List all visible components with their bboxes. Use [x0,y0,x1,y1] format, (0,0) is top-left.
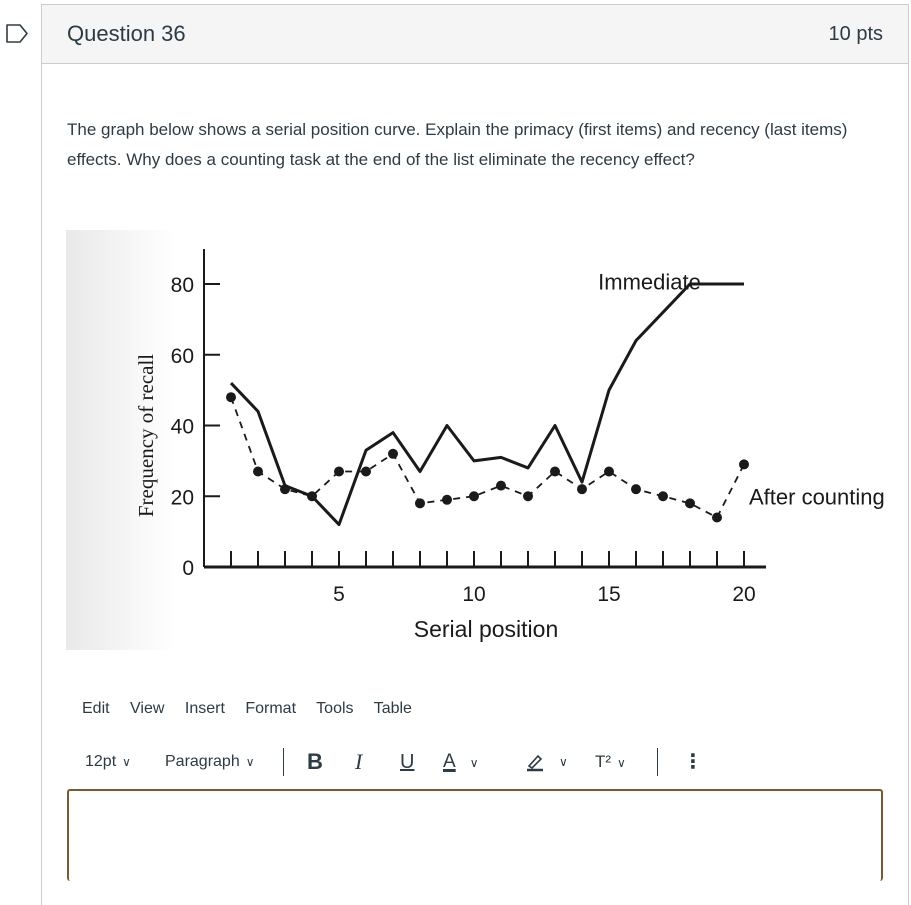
chevron-down-icon: ∨ [469,756,479,770]
after-counting-point [523,491,533,501]
after-counting-point [604,466,614,476]
after-counting-point [442,495,452,505]
font-color-icon: A [443,751,456,772]
y-tick-label: 60 [170,344,194,368]
chevron-down-icon: ∨ [245,755,255,769]
y-tick-label: 0 [182,557,194,580]
question-text: The graph below shows a serial position curve. Explain the primacy (first items) and recency (last items) effects. Why does a counting task at the end of the list eliminate the recency effect? [67,120,848,169]
after-counting-point [631,484,641,494]
toolbar-divider [283,748,284,776]
paragraph-value: Paragraph [165,753,240,770]
editor-toolbar [85,745,725,779]
after-counting-point [226,392,236,402]
question-header [42,5,908,64]
chevron-down-icon: ∨ [122,755,131,769]
italic-button[interactable]: I [355,749,363,774]
menu-table[interactable]: Table [373,700,412,717]
scan-margin-shading [66,230,176,650]
after-counting-point [550,466,560,476]
legend-after-counting: After counting [749,484,885,510]
serial-position-chart [66,230,886,650]
chevron-down-icon: ∨ [559,755,568,769]
after-counting-point [469,491,479,501]
serial-position-figure [66,230,886,650]
after-counting-point [361,466,371,476]
after-counting-point [334,466,344,476]
y-axis-label: Frequency of recall [134,353,158,518]
after-counting-point [712,512,722,522]
question-title: Question 36 [67,21,186,46]
legend-immediate: Immediate [598,269,701,295]
paragraph-select[interactable] [165,745,255,779]
after-counting-point [253,466,263,476]
toolbar-divider [657,748,658,776]
menu-edit[interactable]: Edit [82,700,110,717]
bold-button[interactable]: B [307,749,323,774]
x-tick-label: 20 [732,583,756,606]
menu-format[interactable]: Format [245,700,297,717]
after-counting-point [577,484,587,494]
x-tick-label: 10 [462,583,486,606]
x-tick-label: 5 [333,583,345,606]
series-immediate-line [231,284,744,525]
font-color-button[interactable] [443,745,478,779]
question-card [41,4,909,905]
after-counting-point [658,491,668,501]
question-points: 10 pts [828,23,883,45]
menu-insert[interactable]: Insert [184,700,225,717]
y-tick-label: 80 [170,274,194,297]
x-axis-label: Serial position [413,616,559,642]
after-counting-point [685,498,695,508]
after-counting-point [415,498,425,508]
highlight-color-button[interactable] [525,745,568,779]
answer-editor-area[interactable] [67,789,883,881]
superscript-icon: T² [595,752,612,771]
after-counting-point [496,481,506,491]
after-counting-point [280,484,290,494]
y-tick-label: 20 [170,486,194,510]
after-counting-point [739,459,749,469]
more-options-button[interactable]: ⋮ [683,751,703,773]
highlighter-icon [525,752,545,772]
superscript-button[interactable] [595,745,626,779]
menu-tools[interactable]: Tools [316,700,354,717]
chevron-down-icon: ∨ [617,756,626,770]
font-size-value: 12pt [85,753,117,770]
x-tick-label: 15 [597,583,621,606]
after-counting-point [388,449,398,459]
underline-button[interactable]: U [400,751,415,773]
editor-menubar [82,700,428,718]
after-counting-point [307,491,317,501]
font-size-select[interactable] [85,745,131,779]
y-tick-label: 40 [170,415,194,439]
menu-view[interactable]: View [130,700,165,717]
series-after-counting-line [231,397,744,517]
bookmark-flag-icon[interactable] [6,24,28,43]
